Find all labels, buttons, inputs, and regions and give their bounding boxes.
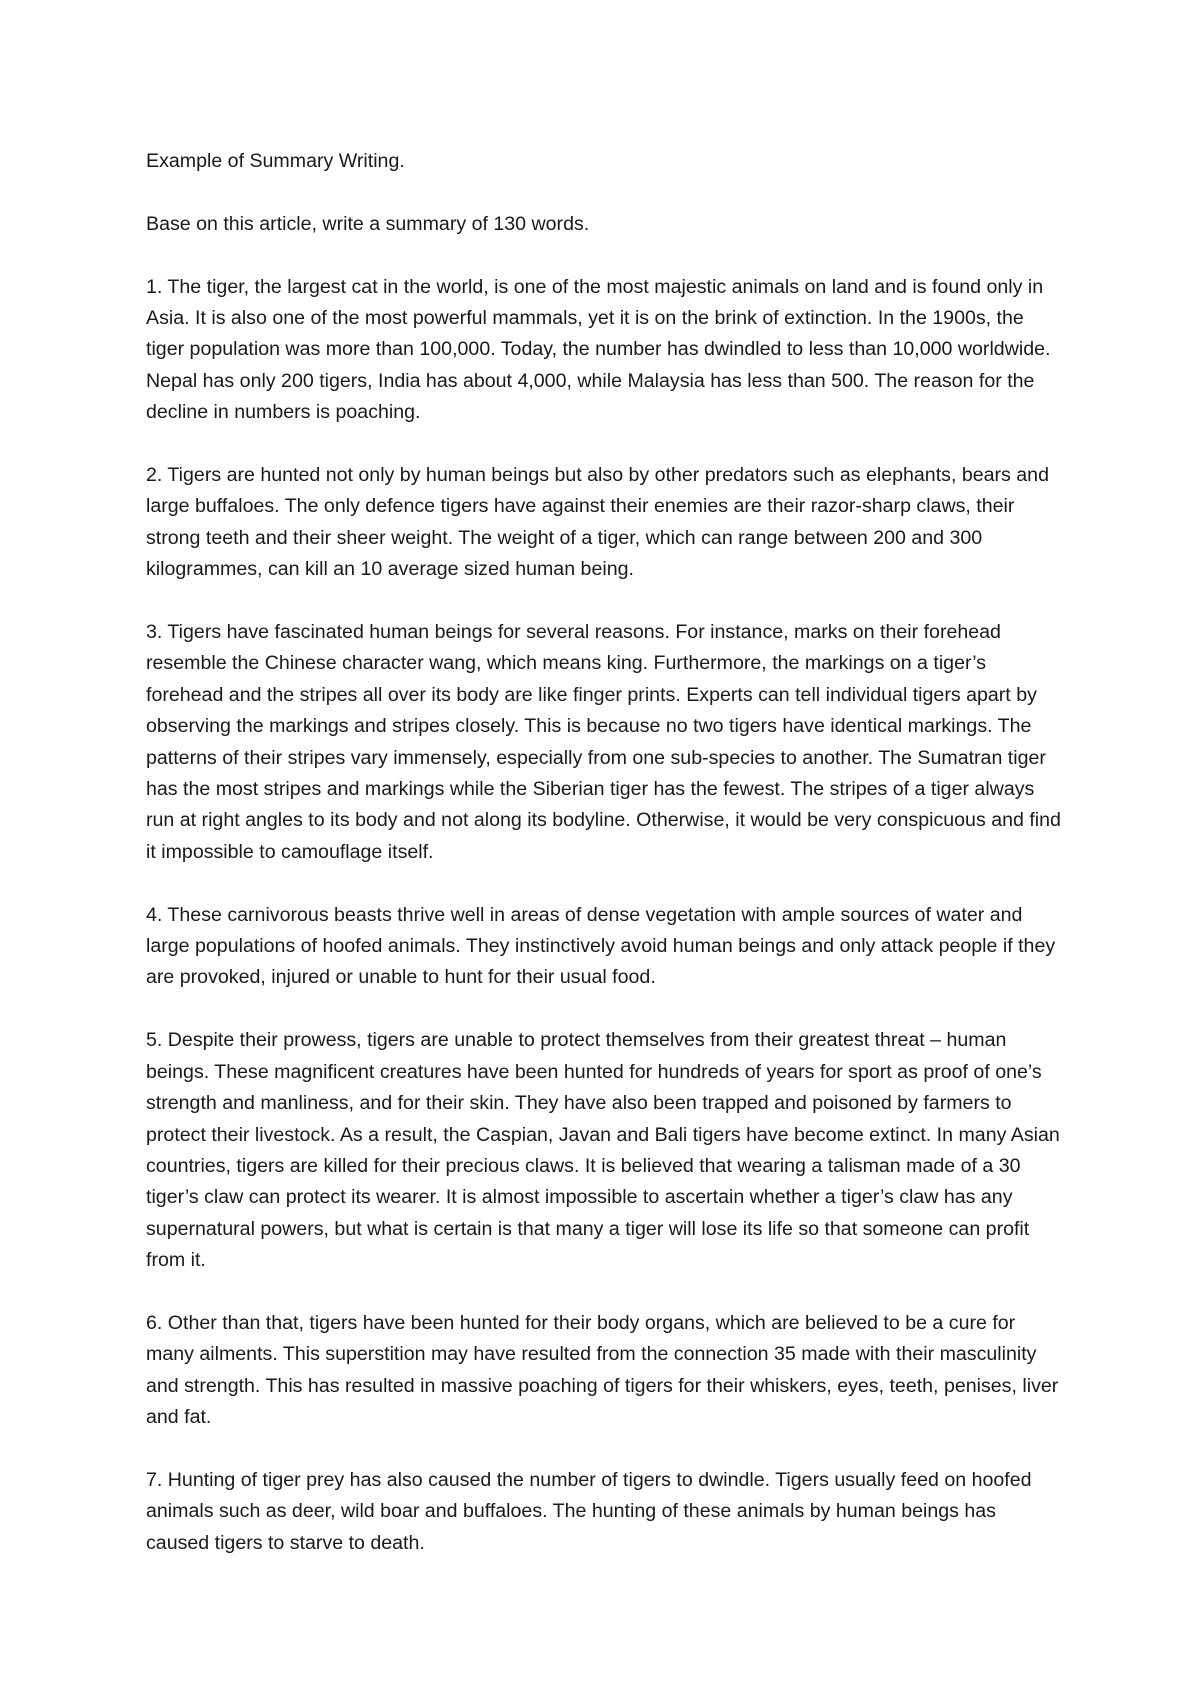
paragraph-4: 4. These carnivorous beasts thrive well in areas of dense vegetation with ample sources of water and large populations of hoofed animals. They instinctively avoid human beings and only attack people if they are provoked, injured or unable to hunt for their usual food.: [146, 903, 1056, 989]
document-title: Example of Summary Writing.: [146, 150, 405, 172]
document-instruction: Base on this article, write a summary of 130 words.: [146, 212, 590, 235]
document-body: [146, 146, 1061, 1591]
paragraph-5: 5. Despite their prowess, tigers are unable to protect themselves from their greatest threat – human beings. These magnificent creatures have been hunted for hundreds of years for sport as proof of one’s strength and manliness, and for their skin. They have also been trapped and poisoned by farmers to protect their livestock. As a result, the Caspian, Javan and Bali tigers have become extinct. In many Asian countries, tigers are killed for their precious claws. It is believed that wearing a talisman made of a 30 tiger’s claw can protect its wearer. It is almost impossible to ascertain whether a tiger’s claw has any supernatural powers, but what is certain is that many a tiger will lose its life so that someone can profit from it.: [146, 1029, 1060, 1272]
paragraph-6: 6. Other than that, tigers have been hunted for their body organs, which are believed to be a cure for many ailments. This superstition may have resulted from the connection 35 made with their masculinity and strength. This has resulted in massive poaching of tigers for their whiskers, eyes, teeth, penises, liver and fat.: [146, 1311, 1059, 1429]
paragraph-2: 2. Tigers are hunted not only by human beings but also by other predators such as elephants, bears and large buffaloes. The only defence tigers have against their enemies are their razor-sharp claws, their strong teeth and their sheer weight. The weight of a tiger, which can range between 200 and 300 kilogrammes, can kill an 10 average sized human being.: [146, 464, 1049, 581]
paragraph-7: 7. Hunting of tiger prey has also caused the number of tigers to dwindle. Tigers usually feed on hoofed animals such as deer, wild boar and buffaloes. The hunting of these animals by human beings has caused tigers to starve to death.: [146, 1468, 1032, 1554]
paragraph-1: 1. The tiger, the largest cat in the world, is one of the most majestic animals on land and is found only in Asia. It is also one of the most powerful mammals, yet it is on the brink of extinction. In the 1900s, the tiger population was more than 100,000. Today, the number has dwindled to less than 10,000 worldwide. Nepal has only 200 tigers, India has about 4,000, while Malaysia has less than 500. The reason for the decline in numbers is poaching.: [146, 275, 1051, 424]
paragraph-3: 3. Tigers have fascinated human beings for several reasons. For instance, marks on their forehead resemble the Chinese character wang, which means king. Furthermore, the markings on a tiger’s forehead and the stripes all over its body are like finger prints. Experts can tell individual tigers apart by observing the markings and stripes closely. This is because no two tigers have identical markings. The patterns of their stripes vary immensely, especially from one sub-species to another. The Sumatran tiger has the most stripes and markings while the Siberian tiger has the fewest. The stripes of a tiger always run at right angles to its body and not along its bodyline. Otherwise, it would be very conspicuous and find it impossible to camouflage itself.: [146, 621, 1061, 863]
